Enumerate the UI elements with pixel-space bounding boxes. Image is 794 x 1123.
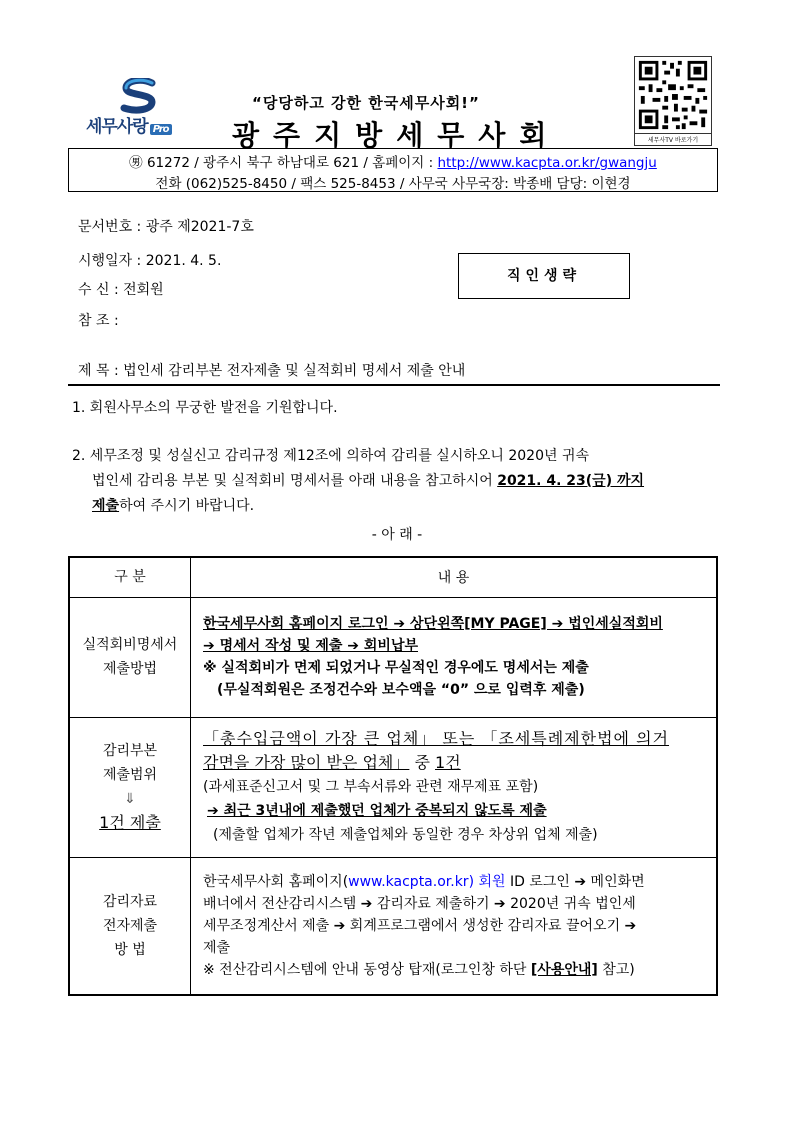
row-content-audit-copy	[191, 717, 718, 857]
date-value: 2021. 4. 5.	[145, 253, 222, 269]
paragraph-2	[72, 444, 722, 519]
paragraph-2-tail: 하여 주시기 바랍니다.	[119, 498, 255, 514]
content-line: 「총수입금액이 가장 큰 업체」 또는 「조세특례제한법에 의거	[203, 729, 670, 748]
row-label-electronic-submission	[69, 857, 191, 995]
label-line: 제출방법	[102, 661, 158, 677]
info-table	[68, 556, 718, 996]
kacpta-link[interactable]: www.kacpta.or.kr) 회원	[348, 873, 506, 890]
recipient-value: 전회원	[123, 282, 164, 298]
label-line: 실적회비명세서	[82, 637, 178, 653]
address-text: ㊚ 61272 / 광주시 북구 하남대로 621 / 홈페이지 :	[129, 155, 438, 171]
row-label-fee-statement	[69, 597, 191, 717]
submit-word: 제출	[92, 498, 120, 514]
label-line: 1건 제출	[99, 813, 161, 832]
content-line: 세무조정계산서 제출 ➔ 회계프로그램에서 생성한 감리자료 끌어오기 ➔	[203, 917, 637, 934]
header-content: 내 용	[191, 557, 718, 597]
paragraph-1: 1. 회원사무소의 무궁한 발전을 기원합니다.	[72, 400, 338, 416]
content-line: ➔ 명세서 작성 및 제출 ➔ 회비납부	[203, 638, 418, 654]
logo-s-icon	[118, 78, 160, 114]
recipient-label: 수 신 :	[78, 282, 119, 298]
doc-number-label: 문서번호 :	[78, 219, 142, 235]
date-row	[78, 250, 221, 270]
paragraph-2-line-3	[72, 494, 722, 519]
address-line-2: 전화 (062)525-8450 / 팩스 525-8453 / 사무국 사무국장: 박종배 담당: 이현경	[155, 176, 631, 192]
usage-guide-label: [사용안내]	[530, 961, 598, 978]
slogan: “당당하고 강한 한국세무사회!”	[252, 94, 480, 112]
qr-code-icon	[634, 56, 712, 134]
reference-row	[78, 310, 119, 330]
paragraph-2-line-1: 2. 세무조정 및 성실신고 감리규정 제12조에 의하여 감리를 실시하오니 2020년 귀속	[72, 448, 590, 464]
label-line: 전자제출	[102, 917, 158, 934]
table-row	[69, 857, 717, 995]
label-line: 방 법	[114, 941, 146, 958]
content-fragment: ※ 전산감리시스템에 안내 동영상 탑재(로그인창 하단	[203, 961, 531, 978]
header-category: 구 분	[69, 557, 191, 597]
subject-row	[78, 360, 465, 380]
content-line: 제출	[203, 939, 231, 956]
org-name: 광주지방세무사회	[232, 119, 561, 152]
subject-label: 제 목 :	[78, 363, 119, 379]
content-line	[203, 959, 706, 981]
date-label: 시행일자 :	[78, 253, 142, 269]
doc-number: 광주 제2021-7호	[145, 219, 254, 235]
content-line: (무실적회원은 조정건수와 보수액을 “0” 으로 입력후 제출)	[217, 682, 585, 698]
logo-badge: Pro	[150, 124, 172, 135]
content-line: ➔ 최근 3년내에 제출했던 업체가 중복되지 않도록 제출	[207, 803, 547, 819]
content-fragment: 참고)	[597, 961, 635, 978]
below-heading: - 아 래 -	[371, 527, 423, 543]
deadline: 2021. 4. 23(금) 까지	[497, 473, 645, 489]
homepage-link[interactable]: http://www.kacpta.or.kr/gwangju	[437, 155, 657, 171]
table-row	[69, 597, 717, 717]
content-fragment: 1건	[435, 753, 461, 772]
subject-value: 법인세 감리부본 전자제출 및 실적회비 명세서 제출 안내	[123, 363, 466, 379]
label-line: 감리부본	[102, 743, 158, 759]
reference-label: 참 조 :	[78, 313, 119, 329]
content-line: ※ 실적회비가 면제 되었거나 무실적인 경우에도 명세서는 제출	[203, 660, 589, 676]
label-line: 제출범위	[102, 767, 158, 783]
table-header-row	[69, 557, 717, 597]
content-line: 한국세무사회 홈페이지 로그인 ➔ 상단왼쪽[MY PAGE] ➔ 법인세실적회비	[203, 616, 663, 632]
row-content-electronic-submission	[191, 857, 718, 995]
down-arrow-icon: ⇓	[124, 791, 136, 807]
content-line: (제출할 업체가 작년 제출업체와 동일한 경우 차상위 업체 제출)	[213, 827, 598, 843]
row-content-fee-statement	[191, 597, 718, 717]
recipient-row	[78, 279, 164, 299]
qr-caption: 세무사TV 바로가기	[634, 134, 712, 146]
content-line: 배너에서 전산감리시스템 ➔ 감리자료 제출하기 ➔ 2020년 귀속 법인세	[203, 895, 636, 912]
content-fragment: 감면을 가장 많이 받은 업체」	[203, 753, 410, 772]
content-line	[203, 871, 706, 893]
row-label-audit-copy	[69, 717, 191, 857]
paragraph-2-text: 법인세 감리용 부본 및 실적회비 명세서를 아래 내용을 참고하시어	[92, 473, 498, 489]
table-row	[69, 717, 717, 857]
address-line-1	[69, 151, 717, 171]
content-line: (과세표준신고서 및 그 부속서류와 관련 재무제표 포함)	[203, 779, 539, 795]
content-fragment: 한국세무사회 홈페이지(	[203, 873, 349, 890]
content-fragment: 중	[409, 753, 436, 772]
content-line	[203, 751, 706, 775]
logo-text: 세무사랑 Pro	[86, 112, 172, 137]
label-line: 감리자료	[102, 893, 158, 910]
divider	[68, 384, 720, 386]
seal-omitted-box: 직인생략	[458, 253, 630, 299]
address-box	[68, 148, 718, 192]
doc-number-row	[78, 216, 254, 236]
paragraph-2-line-2	[72, 469, 722, 494]
content-fragment: ID 로그인 ➔ 메인화면	[505, 873, 645, 890]
